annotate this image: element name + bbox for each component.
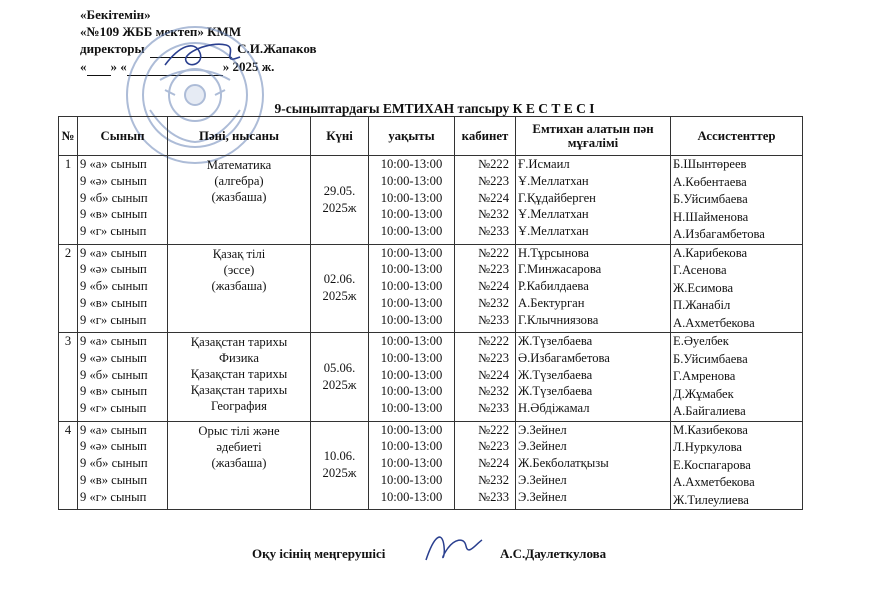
- times-line: 10:00-13:00: [380, 173, 443, 188]
- assistant-list: [671, 244, 803, 333]
- classes-line: 9 «г» сынып: [80, 401, 147, 416]
- rooms-line: №222: [478, 157, 509, 171]
- times-line: 10:00-13:00: [380, 190, 443, 205]
- classes-line: 9 «ә» сынып: [80, 439, 147, 454]
- assistants-line: А.Көбентаева: [673, 174, 747, 189]
- approval-director-label: директоры: [80, 41, 145, 56]
- header-subject: Пәні, нысаны: [168, 117, 311, 156]
- rooms-line: №224: [478, 190, 509, 205]
- classes-line: 9 «а» сынып: [80, 245, 147, 260]
- teacher-list: [516, 244, 671, 333]
- times-line: 10:00-13:00: [380, 401, 443, 416]
- footer-role: Оқу ісінің меңгерушісі: [252, 546, 386, 561]
- subject-line: Қазақ тілі: [212, 246, 266, 261]
- assistants-line: Е.Коспагарова: [673, 457, 751, 472]
- room-list: [455, 333, 516, 422]
- date-day-blank: [87, 58, 111, 76]
- table-row: [59, 333, 803, 422]
- header-room: кабинет: [455, 117, 516, 156]
- times-line: 10:00-13:00: [380, 207, 443, 222]
- rooms-line: №223: [478, 350, 509, 365]
- teachers-line: Э.Зейнел: [518, 422, 567, 437]
- times-line: 10:00-13:00: [380, 367, 443, 382]
- teachers-line: Ж.Түзелбаева: [518, 367, 593, 382]
- times-line: 10:00-13:00: [380, 279, 443, 294]
- assistants-line: Д.Жұмабек: [673, 386, 734, 401]
- teachers-line: Ұ.Меллатхан: [518, 173, 589, 188]
- teachers-line: Ұ.Меллатхан: [518, 207, 589, 222]
- date-mid-quote: » «: [110, 59, 127, 74]
- class-list: [78, 244, 168, 333]
- classes-line: 9 «б» сынып: [80, 279, 148, 294]
- times-line: 10:00-13:00: [380, 384, 443, 399]
- time-list: [369, 333, 455, 422]
- teachers-line: Э.Зейнел: [518, 439, 567, 454]
- rooms-line: №233: [478, 312, 509, 327]
- teachers-line: Г.Минжасарова: [518, 262, 602, 277]
- classes-line: 9 «ә» сынып: [80, 262, 147, 277]
- assistants-line: А.Ахметбекова: [673, 475, 755, 489]
- rooms-line: №222: [478, 422, 509, 437]
- assistant-list: [671, 156, 803, 245]
- times-line: 10:00-13:00: [380, 472, 443, 487]
- subject-line: (жазбаша): [211, 190, 267, 204]
- teachers-line: Н.Тұрсынова: [518, 245, 589, 260]
- row-number: 4: [59, 421, 78, 510]
- assistants-line: А.Карибекова: [673, 245, 748, 260]
- times-line: 10:00-13:00: [380, 295, 443, 310]
- teachers-line: Г.Құдайберген: [518, 190, 596, 205]
- assistants-line: А.Избагамбетова: [673, 227, 765, 241]
- subject-line: (эссе): [223, 262, 255, 277]
- assistants-line: Г.Асенова: [673, 263, 727, 277]
- schedule-title: 9-сыныптардағы ЕМТИХАН тапсыру К Е С Т Е С І: [274, 101, 595, 116]
- subject-line: Орыс тілі және: [198, 423, 280, 438]
- classes-line: 9 «в» сынып: [80, 295, 148, 310]
- rooms-line: №233: [478, 401, 509, 416]
- subject-line: Қазақстан тарихы: [190, 383, 288, 397]
- rooms-line: №233: [478, 224, 509, 239]
- subject-line: Қазақстан тарихы: [190, 367, 288, 381]
- subject-cell: [168, 244, 311, 333]
- table-row: [59, 421, 803, 510]
- table-row: [59, 156, 803, 245]
- rooms-line: №222: [478, 334, 509, 348]
- date-cell: [311, 244, 369, 333]
- assistants-line: Б.Шынтөреев: [673, 157, 747, 171]
- classes-line: 9 «б» сынып: [80, 456, 148, 471]
- times-line: 10:00-13:00: [380, 157, 443, 171]
- rooms-line: №232: [478, 384, 509, 399]
- header-teacher: Емтихан алатын пән мұғалімі: [516, 117, 671, 156]
- rooms-line: №224: [478, 456, 509, 471]
- approval-title: «Бекітемін»: [80, 7, 151, 22]
- date-year: » 2025 ж.: [222, 59, 275, 74]
- class-list: [78, 333, 168, 422]
- header-time: уақыты: [369, 117, 455, 156]
- approval-school: «№109 ЖББ мектеп» КММ: [80, 24, 242, 39]
- date-open-quote: «: [80, 59, 87, 74]
- assistants-line: Г.Амренова: [673, 369, 736, 383]
- assistants-line: Ж.Тилеулиева: [673, 492, 749, 507]
- teachers-line: А.Бектурган: [518, 295, 585, 310]
- room-list: [455, 156, 516, 245]
- classes-line: 9 «г» сынып: [80, 224, 147, 239]
- approval-director-name: С.И.Жапаков: [237, 41, 317, 56]
- assistants-line: Л.Нуркулова: [673, 440, 743, 454]
- subject-line: Математика: [206, 158, 272, 172]
- teachers-line: Н.Әбдіжамал: [518, 401, 590, 416]
- subject-line: (жазбаша): [211, 278, 267, 293]
- times-line: 10:00-13:00: [380, 439, 443, 454]
- assistants-line: Б.Уйсимбаева: [673, 192, 748, 206]
- row-number: 1: [59, 156, 78, 245]
- assistants-line: Е.Әуелбек: [673, 334, 729, 348]
- assistants-line: М.Казибекова: [673, 422, 748, 437]
- classes-line: 9 «ә» сынып: [80, 350, 147, 365]
- header-assistants: Ассистенттер: [671, 117, 803, 156]
- times-line: 10:00-13:00: [380, 489, 443, 504]
- subject-line: әдебиеті: [216, 439, 262, 454]
- classes-line: 9 «б» сынып: [80, 190, 148, 205]
- row-number: 2: [59, 244, 78, 333]
- row-number: 3: [59, 333, 78, 422]
- times-line: 10:00-13:00: [380, 312, 443, 327]
- classes-line: 9 «в» сынып: [80, 472, 148, 487]
- teachers-line: Ұ.Меллатхан: [518, 224, 589, 239]
- teachers-line: Г.Клычниязова: [518, 312, 599, 327]
- header-number: №: [59, 117, 78, 156]
- times-line: 10:00-13:00: [380, 245, 443, 260]
- date-cell: [311, 333, 369, 422]
- classes-line: 9 «а» сынып: [80, 334, 147, 348]
- date-cell: [311, 156, 369, 245]
- assistants-line: Ж.Есимова: [673, 280, 734, 295]
- times-line: 10:00-13:00: [380, 456, 443, 471]
- subject-line: (алгебра): [214, 174, 264, 188]
- classes-line: 9 «в» сынып: [80, 207, 148, 222]
- rooms-line: №232: [478, 295, 509, 310]
- time-list: [369, 421, 455, 510]
- table-header-row: [59, 117, 803, 156]
- classes-line: 9 «в» сынып: [80, 384, 148, 399]
- assistant-list: [671, 421, 803, 510]
- assistant-list: [671, 333, 803, 422]
- subject-cell: [168, 421, 311, 510]
- teacher-list: [516, 421, 671, 510]
- times-line: 10:00-13:00: [380, 224, 443, 239]
- times-line: 10:00-13:00: [380, 350, 443, 365]
- subject-line: Қазақстан тарихы: [190, 335, 288, 349]
- footer-name: А.С.Даулеткулова: [500, 546, 607, 561]
- rooms-line: №232: [478, 207, 509, 222]
- rooms-line: №224: [478, 279, 509, 294]
- teachers-line: Ж.Бекболатқызы: [518, 456, 609, 471]
- header-class: Сынып: [78, 117, 168, 156]
- date-line: 2025ж: [322, 466, 357, 481]
- room-list: [455, 421, 516, 510]
- classes-line: 9 «г» сынып: [80, 489, 147, 504]
- subject-line: География: [211, 399, 267, 413]
- date-line: 29.05.: [323, 183, 356, 198]
- times-line: 10:00-13:00: [380, 334, 443, 348]
- date-line: 2025ж: [322, 377, 357, 392]
- rooms-line: №222: [478, 245, 509, 260]
- classes-line: 9 «ә» сынып: [80, 173, 147, 188]
- teachers-line: Э.Зейнел: [518, 489, 567, 504]
- times-line: 10:00-13:00: [380, 422, 443, 437]
- teacher-list: [516, 156, 671, 245]
- teachers-line: Р.Кабилдаева: [518, 279, 589, 294]
- class-list: [78, 156, 168, 245]
- date-line: 2025ж: [322, 200, 357, 215]
- date-cell: [311, 421, 369, 510]
- room-list: [455, 244, 516, 333]
- assistants-line: А.Байгалиева: [673, 404, 746, 418]
- exam-schedule-table: [58, 116, 803, 510]
- teacher-list: [516, 333, 671, 422]
- classes-line: 9 «а» сынып: [80, 422, 147, 437]
- subject-line: Физика: [219, 351, 259, 365]
- rooms-line: №233: [478, 489, 509, 504]
- header-date: Күні: [311, 117, 369, 156]
- classes-line: 9 «б» сынып: [80, 367, 148, 382]
- assistants-line: А.Ахметбекова: [673, 315, 755, 330]
- head-teacher-signature-icon: [420, 526, 485, 568]
- rooms-line: №223: [478, 439, 509, 454]
- subject-cell: [168, 156, 311, 245]
- classes-line: 9 «г» сынып: [80, 312, 147, 327]
- time-list: [369, 156, 455, 245]
- times-line: 10:00-13:00: [380, 262, 443, 277]
- date-line: 10.06.: [323, 449, 356, 464]
- assistants-line: П.Жанабіл: [673, 298, 731, 312]
- subject-line: (жазбаша): [211, 455, 267, 470]
- teachers-line: Э.Зейнел: [518, 472, 567, 487]
- date-line: 02.06.: [323, 272, 356, 287]
- assistants-line: Н.Шайменова: [673, 209, 749, 224]
- teachers-line: Ж.Түзелбаева: [518, 334, 593, 348]
- subject-cell: [168, 333, 311, 422]
- rooms-line: №223: [478, 262, 509, 277]
- classes-line: 9 «а» сынып: [80, 157, 147, 171]
- rooms-line: №224: [478, 367, 509, 382]
- rooms-line: №232: [478, 472, 509, 487]
- assistants-line: Б.Уйсимбаева: [673, 351, 748, 366]
- class-list: [78, 421, 168, 510]
- teachers-line: Ә.Избагамбетова: [518, 350, 610, 365]
- teachers-line: Ғ.Исмаил: [518, 157, 570, 171]
- director-signature-icon: [160, 35, 245, 75]
- date-line: 05.06.: [323, 360, 356, 375]
- rooms-line: №223: [478, 173, 509, 188]
- time-list: [369, 244, 455, 333]
- teachers-line: Ж.Түзелбаева: [518, 384, 593, 399]
- table-row: [59, 244, 803, 333]
- date-line: 2025ж: [322, 289, 357, 304]
